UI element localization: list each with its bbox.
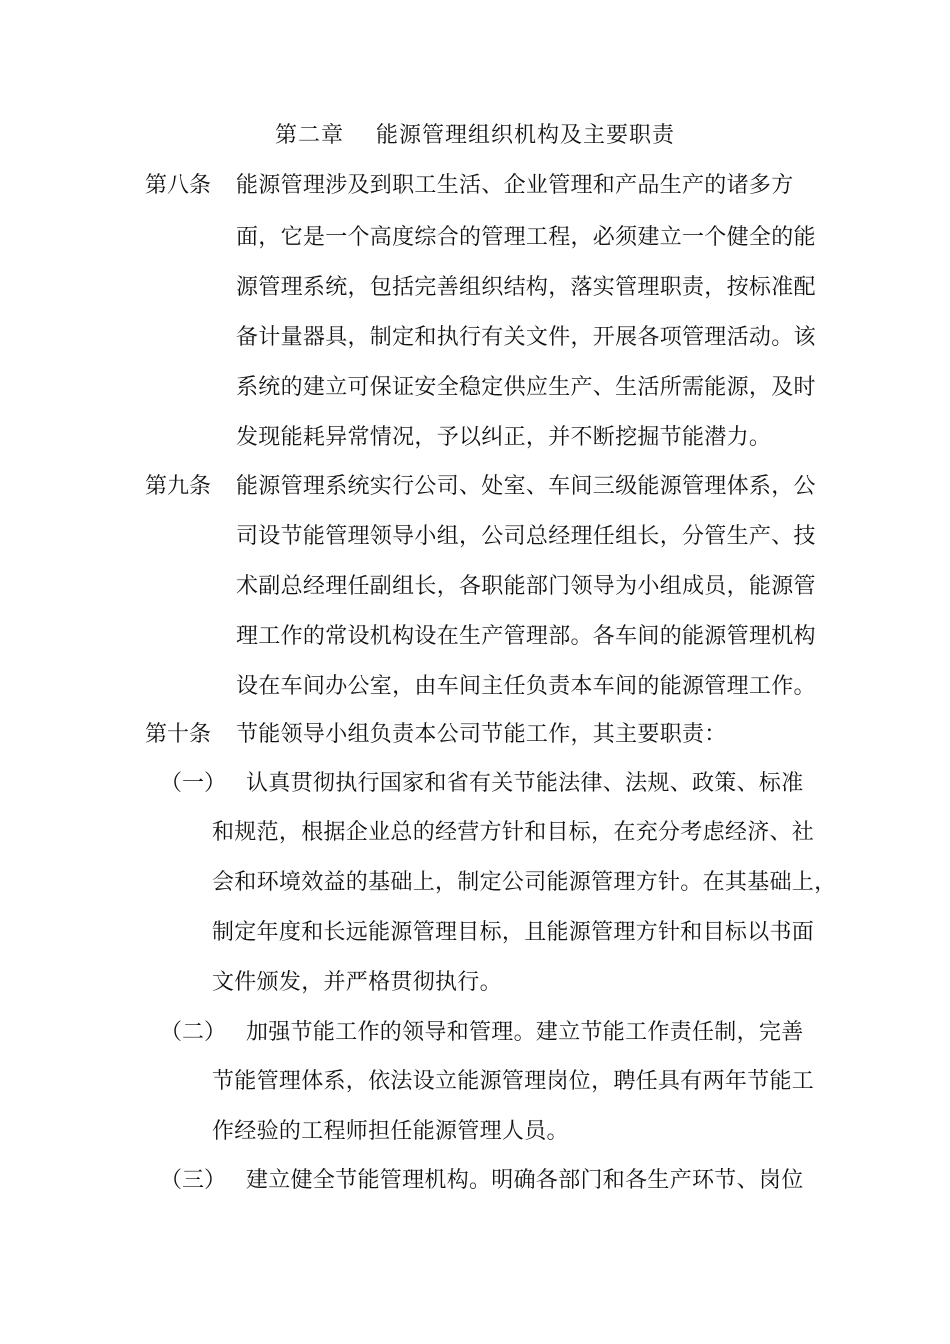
article-line: 设在车间办公室，由车间主任负责本车间的能源管理工作。 [236,674,816,699]
article-line: 节能领导小组负责本公司节能工作，其主要职责： [236,722,727,747]
item-line: 制定年度和长远能源管理目标，且能源管理方针和目标以书面 [212,920,815,945]
article-label: 第十条 [145,722,212,747]
item-label: （二） [160,1020,227,1045]
item-line: 和规范，根据企业总的经营方针和目标，在充分考虑经济、社 [212,820,815,845]
item-label: （一） [160,771,227,796]
article-line: 司设节能管理领导小组，公司总经理任组长，分管生产、技 [236,524,816,549]
article-label: 第九条 [145,474,212,499]
article-line: 源管理系统，包括完善组织结构，落实管理职责，按标准配 [236,275,816,300]
item-label: （三） [160,1168,227,1193]
item-line: 认真贯彻执行国家和省有关节能法律、法规、政策、标准 [246,771,804,796]
item-line: 加强节能工作的领导和管理。建立节能工作责任制，完善 [246,1020,804,1045]
item-line: 会和环境效益的基础上，制定公司能源管理方针。在其基础上， [212,870,837,895]
article-line: 备计量器具，制定和执行有关文件，开展各项管理活动。该 [236,325,816,350]
item-line: 文件颁发，并严格贯彻执行。 [212,970,502,995]
article-line: 术副总经理任副组长，各职能部门领导为小组成员，能源管 [236,574,816,599]
article-line: 能源管理系统实行公司、处室、车间三级能源管理体系，公 [236,474,816,499]
item-line: 作经验的工程师担任能源管理人员。 [212,1119,569,1144]
article-line: 能源管理涉及到职工生活、企业管理和产品生产的诸多方 [236,173,794,198]
article-line: 理工作的常设机构设在生产管理部。各车间的能源管理机构 [236,624,816,649]
item-line: 建立健全节能管理机构。明确各部门和各生产环节、岗位 [246,1168,804,1193]
article-line: 面，它是一个高度综合的管理工程，必须建立一个健全的能 [236,225,816,250]
chapter-title: 第二章 能源管理组织机构及主要职责 [275,123,675,148]
article-label: 第八条 [145,173,212,198]
article-line: 发现能耗异常情况，予以纠正，并不断挖掘节能潜力。 [236,425,772,450]
article-line: 系统的建立可保证安全稳定供应生产、生活所需能源，及时 [236,375,816,400]
item-line: 节能管理体系，依法设立能源管理岗位，聘任具有两年节能工 [212,1069,815,1094]
